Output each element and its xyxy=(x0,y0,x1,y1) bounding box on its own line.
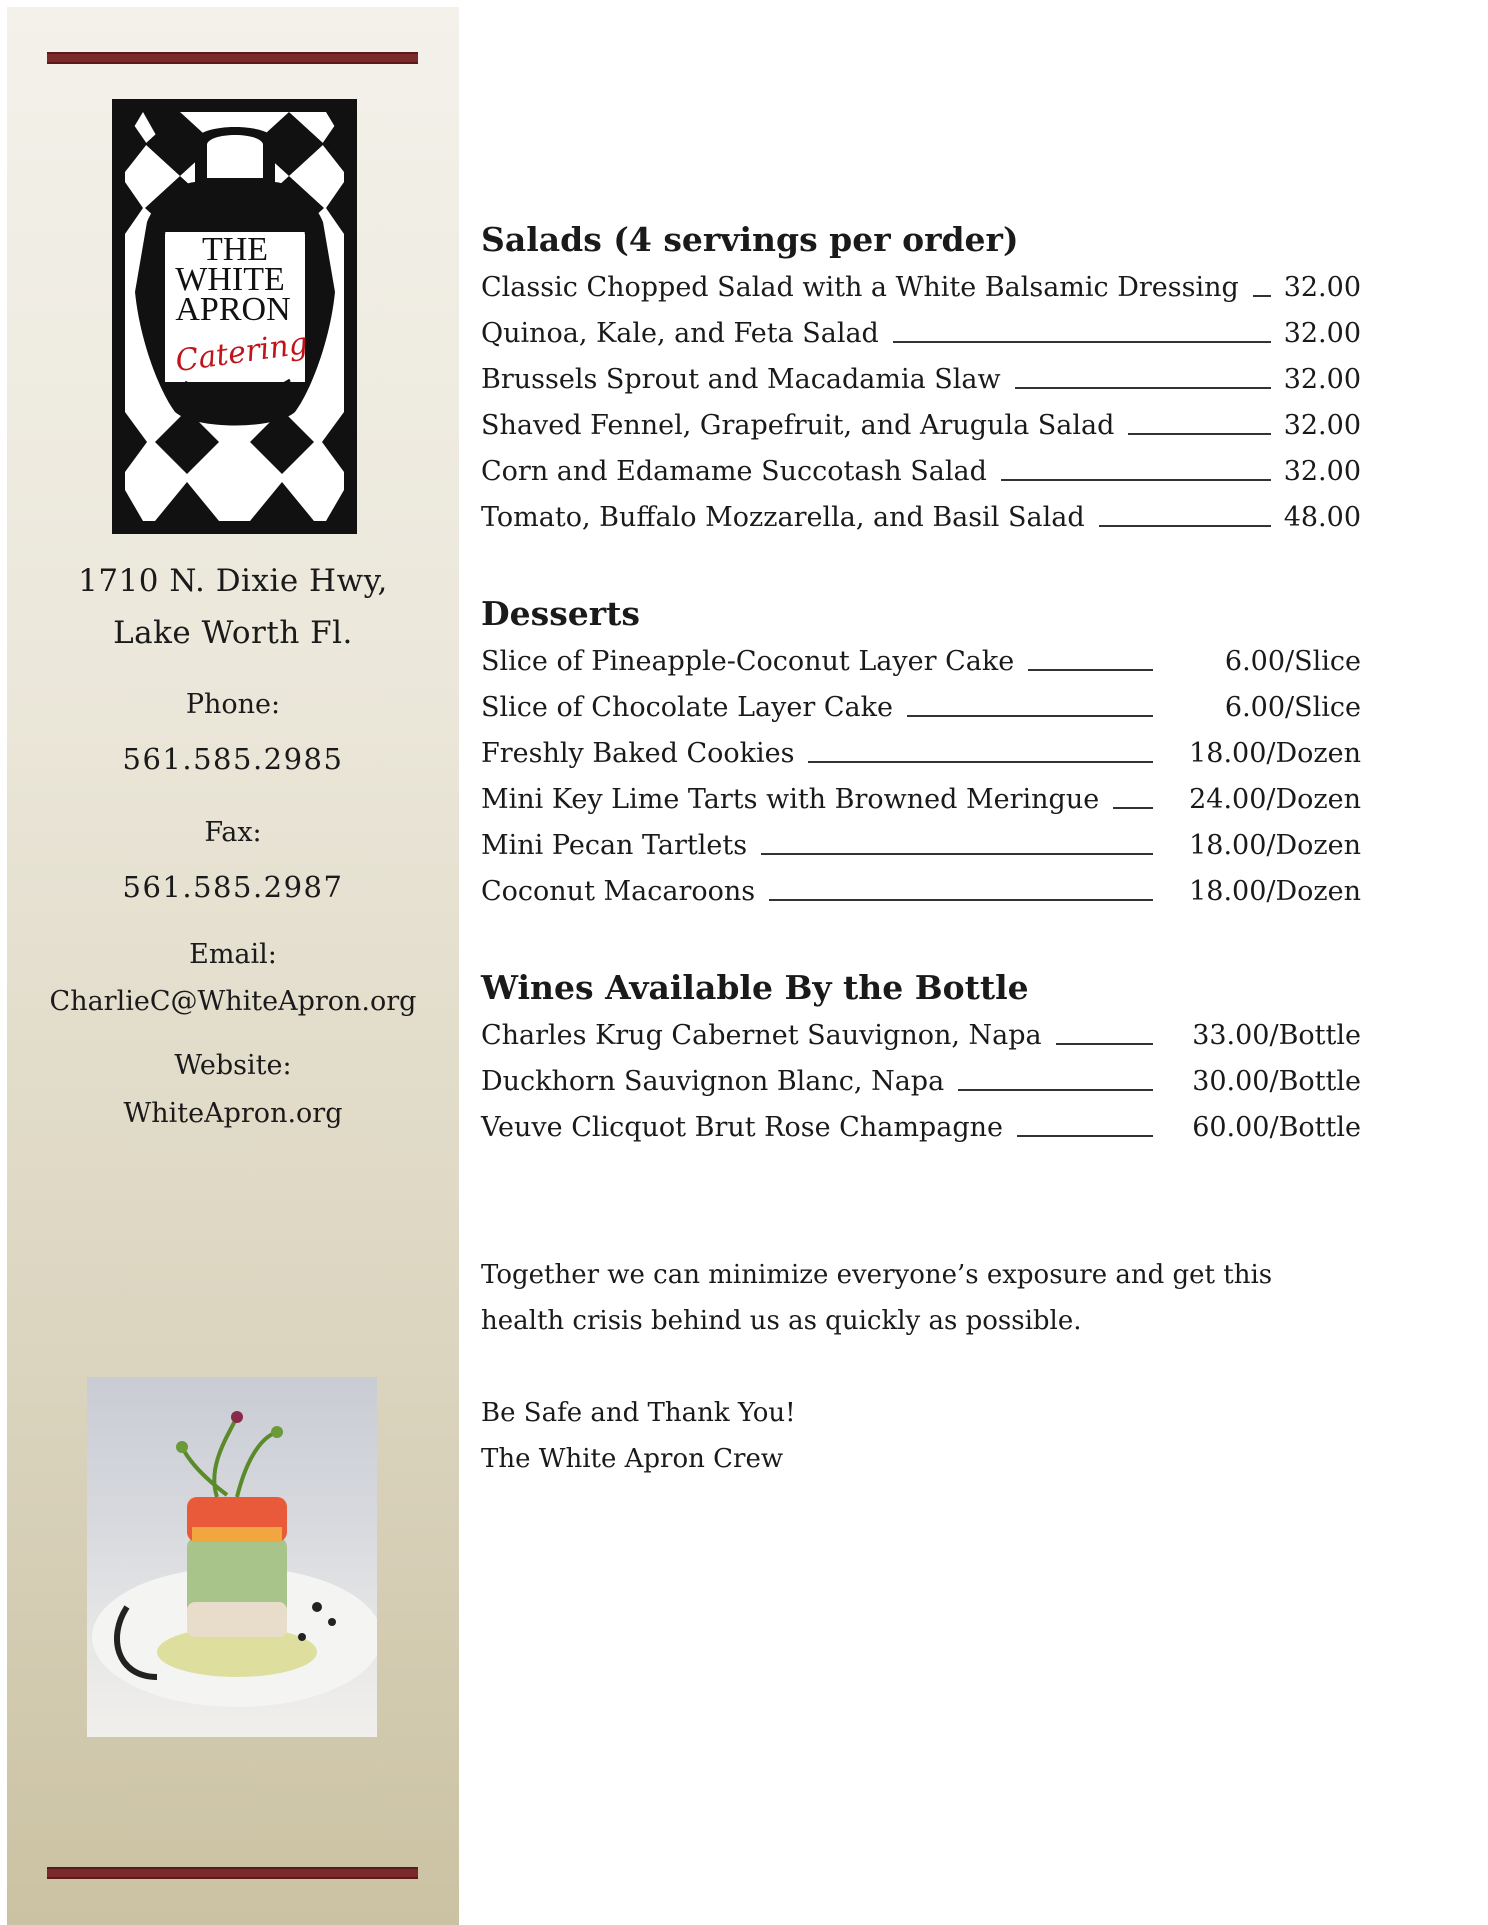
item-name: Charles Krug Cabernet Sauvignon, Napa xyxy=(481,1020,1042,1051)
menu-item xyxy=(481,685,1361,731)
leader-line xyxy=(1028,639,1153,671)
closing-line-4: The White Apron Crew xyxy=(481,1444,784,1474)
closing-line-1: Together we can minimize everyone’s exposure and get this xyxy=(481,1260,1273,1290)
menu xyxy=(481,215,1361,1199)
leader-line xyxy=(1001,449,1271,481)
leader-line xyxy=(1099,495,1271,527)
item-price: 32.00 xyxy=(1283,456,1361,487)
logo-line-2: WHITE xyxy=(175,261,285,298)
website-link[interactable]: WhiteApron.org xyxy=(123,1098,343,1129)
menu-item xyxy=(481,1013,1361,1059)
leader-line xyxy=(769,869,1153,901)
item-name: Coconut Macaroons xyxy=(481,876,756,907)
menu-item xyxy=(481,1059,1361,1105)
logo-line-3: APRON xyxy=(175,291,291,328)
menu-item xyxy=(481,777,1361,823)
email-link[interactable]: CharlieC@WhiteApron.org xyxy=(49,986,417,1017)
desserts-title: Desserts xyxy=(481,594,640,633)
item-name: Slice of Pineapple-Coconut Layer Cake xyxy=(481,646,1015,677)
leader-line xyxy=(1128,403,1271,435)
email-label: Email: xyxy=(189,939,277,970)
salads-title: Salads (4 servings per order) xyxy=(481,220,1019,259)
leader-line xyxy=(1056,1013,1153,1045)
item-name: Freshly Baked Cookies xyxy=(481,738,795,769)
leader-line xyxy=(1015,357,1271,389)
top-rule xyxy=(47,52,418,64)
item-name: Mini Key Lime Tarts with Browned Meringue xyxy=(481,784,1100,815)
sidebar xyxy=(7,7,459,1925)
menu-item xyxy=(481,731,1361,777)
leader-line xyxy=(907,685,1153,717)
menu-item xyxy=(481,311,1361,357)
item-price: 33.00/Bottle xyxy=(1192,1020,1361,1051)
leader-line xyxy=(1253,265,1271,297)
leader-line xyxy=(1113,777,1153,809)
item-name: Brussels Sprout and Macadamia Slaw xyxy=(481,364,1001,395)
menu-item xyxy=(481,495,1361,541)
logo-script: Catering xyxy=(173,325,311,380)
item-price: 32.00 xyxy=(1283,272,1361,303)
leader-line xyxy=(958,1059,1153,1091)
item-price: 18.00/Dozen xyxy=(1189,738,1361,769)
item-name: Corn and Edamame Succotash Salad xyxy=(481,456,987,487)
item-name: Mini Pecan Tartlets xyxy=(481,830,748,861)
menu-item xyxy=(481,1105,1361,1151)
menu-item xyxy=(481,265,1361,311)
item-price: 6.00/Slice xyxy=(1224,646,1361,677)
fax-label: Fax: xyxy=(204,817,262,848)
item-price: 6.00/Slice xyxy=(1224,692,1361,723)
logo-line-1: THE xyxy=(201,231,269,268)
item-price: 32.00 xyxy=(1283,318,1361,349)
leader-line xyxy=(893,311,1271,343)
fax-block xyxy=(7,807,459,915)
address-line-2: Lake Worth Fl. xyxy=(113,615,353,651)
item-name: Veuve Clicquot Brut Rose Champagne xyxy=(481,1112,1003,1143)
phone-block xyxy=(7,679,459,787)
phone-value: 561.585.2985 xyxy=(122,742,344,776)
food-photo xyxy=(87,1377,377,1737)
website-label: Website: xyxy=(174,1050,292,1081)
menu-item xyxy=(481,869,1361,915)
wines-title: Wines Available By the Bottle xyxy=(481,968,1029,1007)
menu-item xyxy=(481,403,1361,449)
item-name: Tomato, Buffalo Mozzarella, and Basil Salad xyxy=(481,502,1085,533)
item-price: 30.00/Bottle xyxy=(1192,1066,1361,1097)
item-price: 18.00/Dozen xyxy=(1189,876,1361,907)
item-name: Slice of Chocolate Layer Cake xyxy=(481,692,893,723)
white-apron-logo xyxy=(112,99,357,534)
wines-section xyxy=(481,963,1361,1151)
leader-line xyxy=(761,823,1153,855)
address xyxy=(7,555,459,659)
item-price: 32.00 xyxy=(1283,364,1361,395)
desserts-section xyxy=(481,589,1361,915)
menu-item xyxy=(481,357,1361,403)
closing-line-2: health crisis behind us as quickly as possible. xyxy=(481,1306,1082,1336)
closing-message xyxy=(481,1252,1361,1482)
item-price: 60.00/Bottle xyxy=(1192,1112,1361,1143)
address-line-1: 1710 N. Dixie Hwy, xyxy=(78,563,388,599)
leader-line xyxy=(1017,1105,1153,1137)
bottom-rule xyxy=(47,1867,418,1879)
item-name: Classic Chopped Salad with a White Balsamic Dressing xyxy=(481,272,1239,303)
salads-section xyxy=(481,215,1361,541)
item-price: 48.00 xyxy=(1283,502,1361,533)
leader-line xyxy=(808,731,1153,763)
menu-item xyxy=(481,639,1361,685)
item-price: 24.00/Dozen xyxy=(1189,784,1361,815)
item-price: 18.00/Dozen xyxy=(1189,830,1361,861)
menu-item xyxy=(481,449,1361,495)
fax-value: 561.585.2987 xyxy=(122,870,344,904)
phone-label: Phone: xyxy=(185,689,281,720)
menu-item xyxy=(481,823,1361,869)
email-block xyxy=(7,931,459,1025)
item-name: Shaved Fennel, Grapefruit, and Arugula Salad xyxy=(481,410,1115,441)
closing-line-3: Be Safe and Thank You! xyxy=(481,1398,796,1428)
item-name: Duckhorn Sauvignon Blanc, Napa xyxy=(481,1066,945,1097)
item-name: Quinoa, Kale, and Feta Salad xyxy=(481,318,879,349)
item-price: 32.00 xyxy=(1283,410,1361,441)
website-block xyxy=(7,1041,459,1137)
